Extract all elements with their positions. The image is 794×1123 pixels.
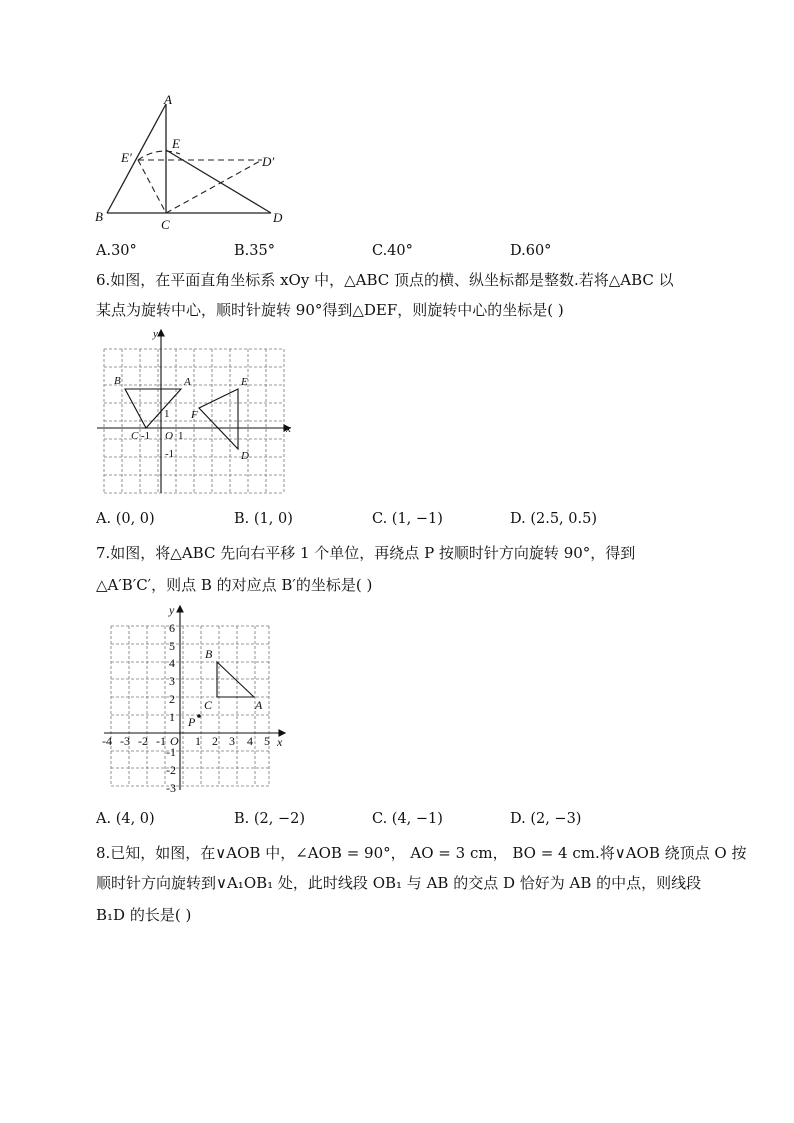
q7-tick-x-1: 1 bbox=[195, 734, 201, 748]
q6-option-a: A. (0, 0) bbox=[96, 511, 155, 527]
q7-tick-x-neg1: -1 bbox=[156, 734, 166, 748]
q6-tick-y-1: 1 bbox=[164, 408, 170, 420]
q7-text-line2: △A′B′C′，则点 B 的对应点 B′的坐标是( ) bbox=[96, 576, 373, 594]
q6-tick-x-neg1: -1 bbox=[141, 430, 151, 442]
q7-tick-y-5: 5 bbox=[169, 639, 175, 653]
q6-y-axis-label: y bbox=[153, 328, 158, 340]
q5-option-b: B.35° bbox=[234, 243, 275, 259]
label-C: C bbox=[161, 217, 170, 232]
label-A: A bbox=[164, 92, 172, 107]
q7-x-axis-label: x bbox=[277, 735, 283, 749]
q7-label-C: C bbox=[204, 698, 213, 712]
q6-label-F: F bbox=[191, 409, 198, 421]
q6-origin-label: O bbox=[165, 430, 173, 442]
q7-tick-x-neg4: -4 bbox=[102, 734, 112, 748]
q6-tick-y-neg1: -1 bbox=[165, 448, 175, 460]
q7-tick-y-neg3: -3 bbox=[166, 781, 176, 795]
q5-option-c: C.40° bbox=[372, 243, 413, 259]
q6-tick-x-1: 1 bbox=[178, 430, 184, 442]
q7-option-d: D. (2, −3) bbox=[510, 811, 582, 827]
q7-tick-y-4: 4 bbox=[169, 656, 175, 670]
q6-label-A: A bbox=[184, 376, 191, 388]
q7-tick-x-neg3: -3 bbox=[120, 734, 130, 748]
q6-option-b: B. (1, 0) bbox=[234, 511, 293, 527]
point-P bbox=[197, 714, 201, 718]
q7-label-B: B bbox=[205, 647, 213, 661]
q7-text-line1: 7.如图，将△ABC 先向右平移 1 个单位，再绕点 P 按顺时针方向旋转 90°，得到 bbox=[96, 544, 636, 562]
label-D: D bbox=[273, 210, 283, 225]
q5-figure bbox=[90, 92, 300, 237]
label-B: B bbox=[95, 209, 103, 224]
q6-option-d: D. (2.5, 0.5) bbox=[510, 511, 597, 527]
q6-text-line1: 6.如图，在平面直角坐标系 xOy 中，△ABC 顶点的横、纵坐标都是整数.若将△ABC 以 bbox=[96, 271, 674, 289]
q5-option-d: D.60° bbox=[510, 243, 552, 259]
q7-tick-y-2: 2 bbox=[169, 692, 175, 706]
q7-tick-x-5: 5 bbox=[264, 734, 270, 748]
q6-label-E: E bbox=[241, 376, 248, 388]
q8-text-line3: B₁D 的长是( ) bbox=[96, 906, 192, 924]
q7-tick-x-neg2: -2 bbox=[138, 734, 148, 748]
q7-tick-y-neg2: -2 bbox=[166, 763, 176, 777]
q7-tick-x-4: 4 bbox=[247, 734, 253, 748]
q7-option-a: A. (4, 0) bbox=[96, 811, 155, 827]
q7-tick-x-3: 3 bbox=[229, 734, 235, 748]
q7-y-axis-label: y bbox=[169, 603, 175, 617]
q6-label-B: B bbox=[114, 375, 121, 387]
q7-label-P: P bbox=[188, 715, 196, 729]
label-E-prime: E′ bbox=[121, 150, 132, 165]
q5-option-a: A.30° bbox=[96, 243, 137, 259]
q7-tick-y-neg1: -1 bbox=[166, 745, 176, 759]
q8-text-line2: 顺时针方向旋转到∨A₁OB₁ 处，此时线段 OB₁ 与 AB 的交点 D 恰好为 AB 的中点，则线段 bbox=[96, 874, 702, 892]
q7-tick-y-6: 6 bbox=[169, 621, 175, 635]
label-D-prime: D′ bbox=[262, 154, 275, 169]
q6-x-axis-label: x bbox=[286, 423, 291, 435]
q7-origin-label: O bbox=[170, 734, 179, 748]
q7-tick-x-2: 2 bbox=[212, 734, 218, 748]
q7-option-b: B. (2, −2) bbox=[234, 811, 306, 827]
q7-graph bbox=[96, 600, 296, 800]
q7-tick-y-1: 1 bbox=[169, 710, 175, 724]
q6-label-C: C bbox=[131, 430, 139, 442]
label-E: E bbox=[172, 136, 180, 151]
q7-tick-y-3: 3 bbox=[169, 674, 175, 688]
q6-graph bbox=[90, 322, 300, 497]
q6-option-c: C. (1, −1) bbox=[372, 511, 443, 527]
q6-label-D: D bbox=[241, 450, 249, 462]
q7-label-A: A bbox=[255, 698, 263, 712]
q7-option-c: C. (4, −1) bbox=[372, 811, 443, 827]
q8-text-line1: 8.已知，如图，在∨AOB 中，∠AOB = 90°， AO = 3 cm， BO = 4 cm.将∨AOB 绕顶点 O 按 bbox=[96, 844, 747, 862]
q6-text-line2: 某点为旋转中心，顺时针旋转 90°得到△DEF，则旋转中心的坐标是( ) bbox=[96, 301, 564, 319]
